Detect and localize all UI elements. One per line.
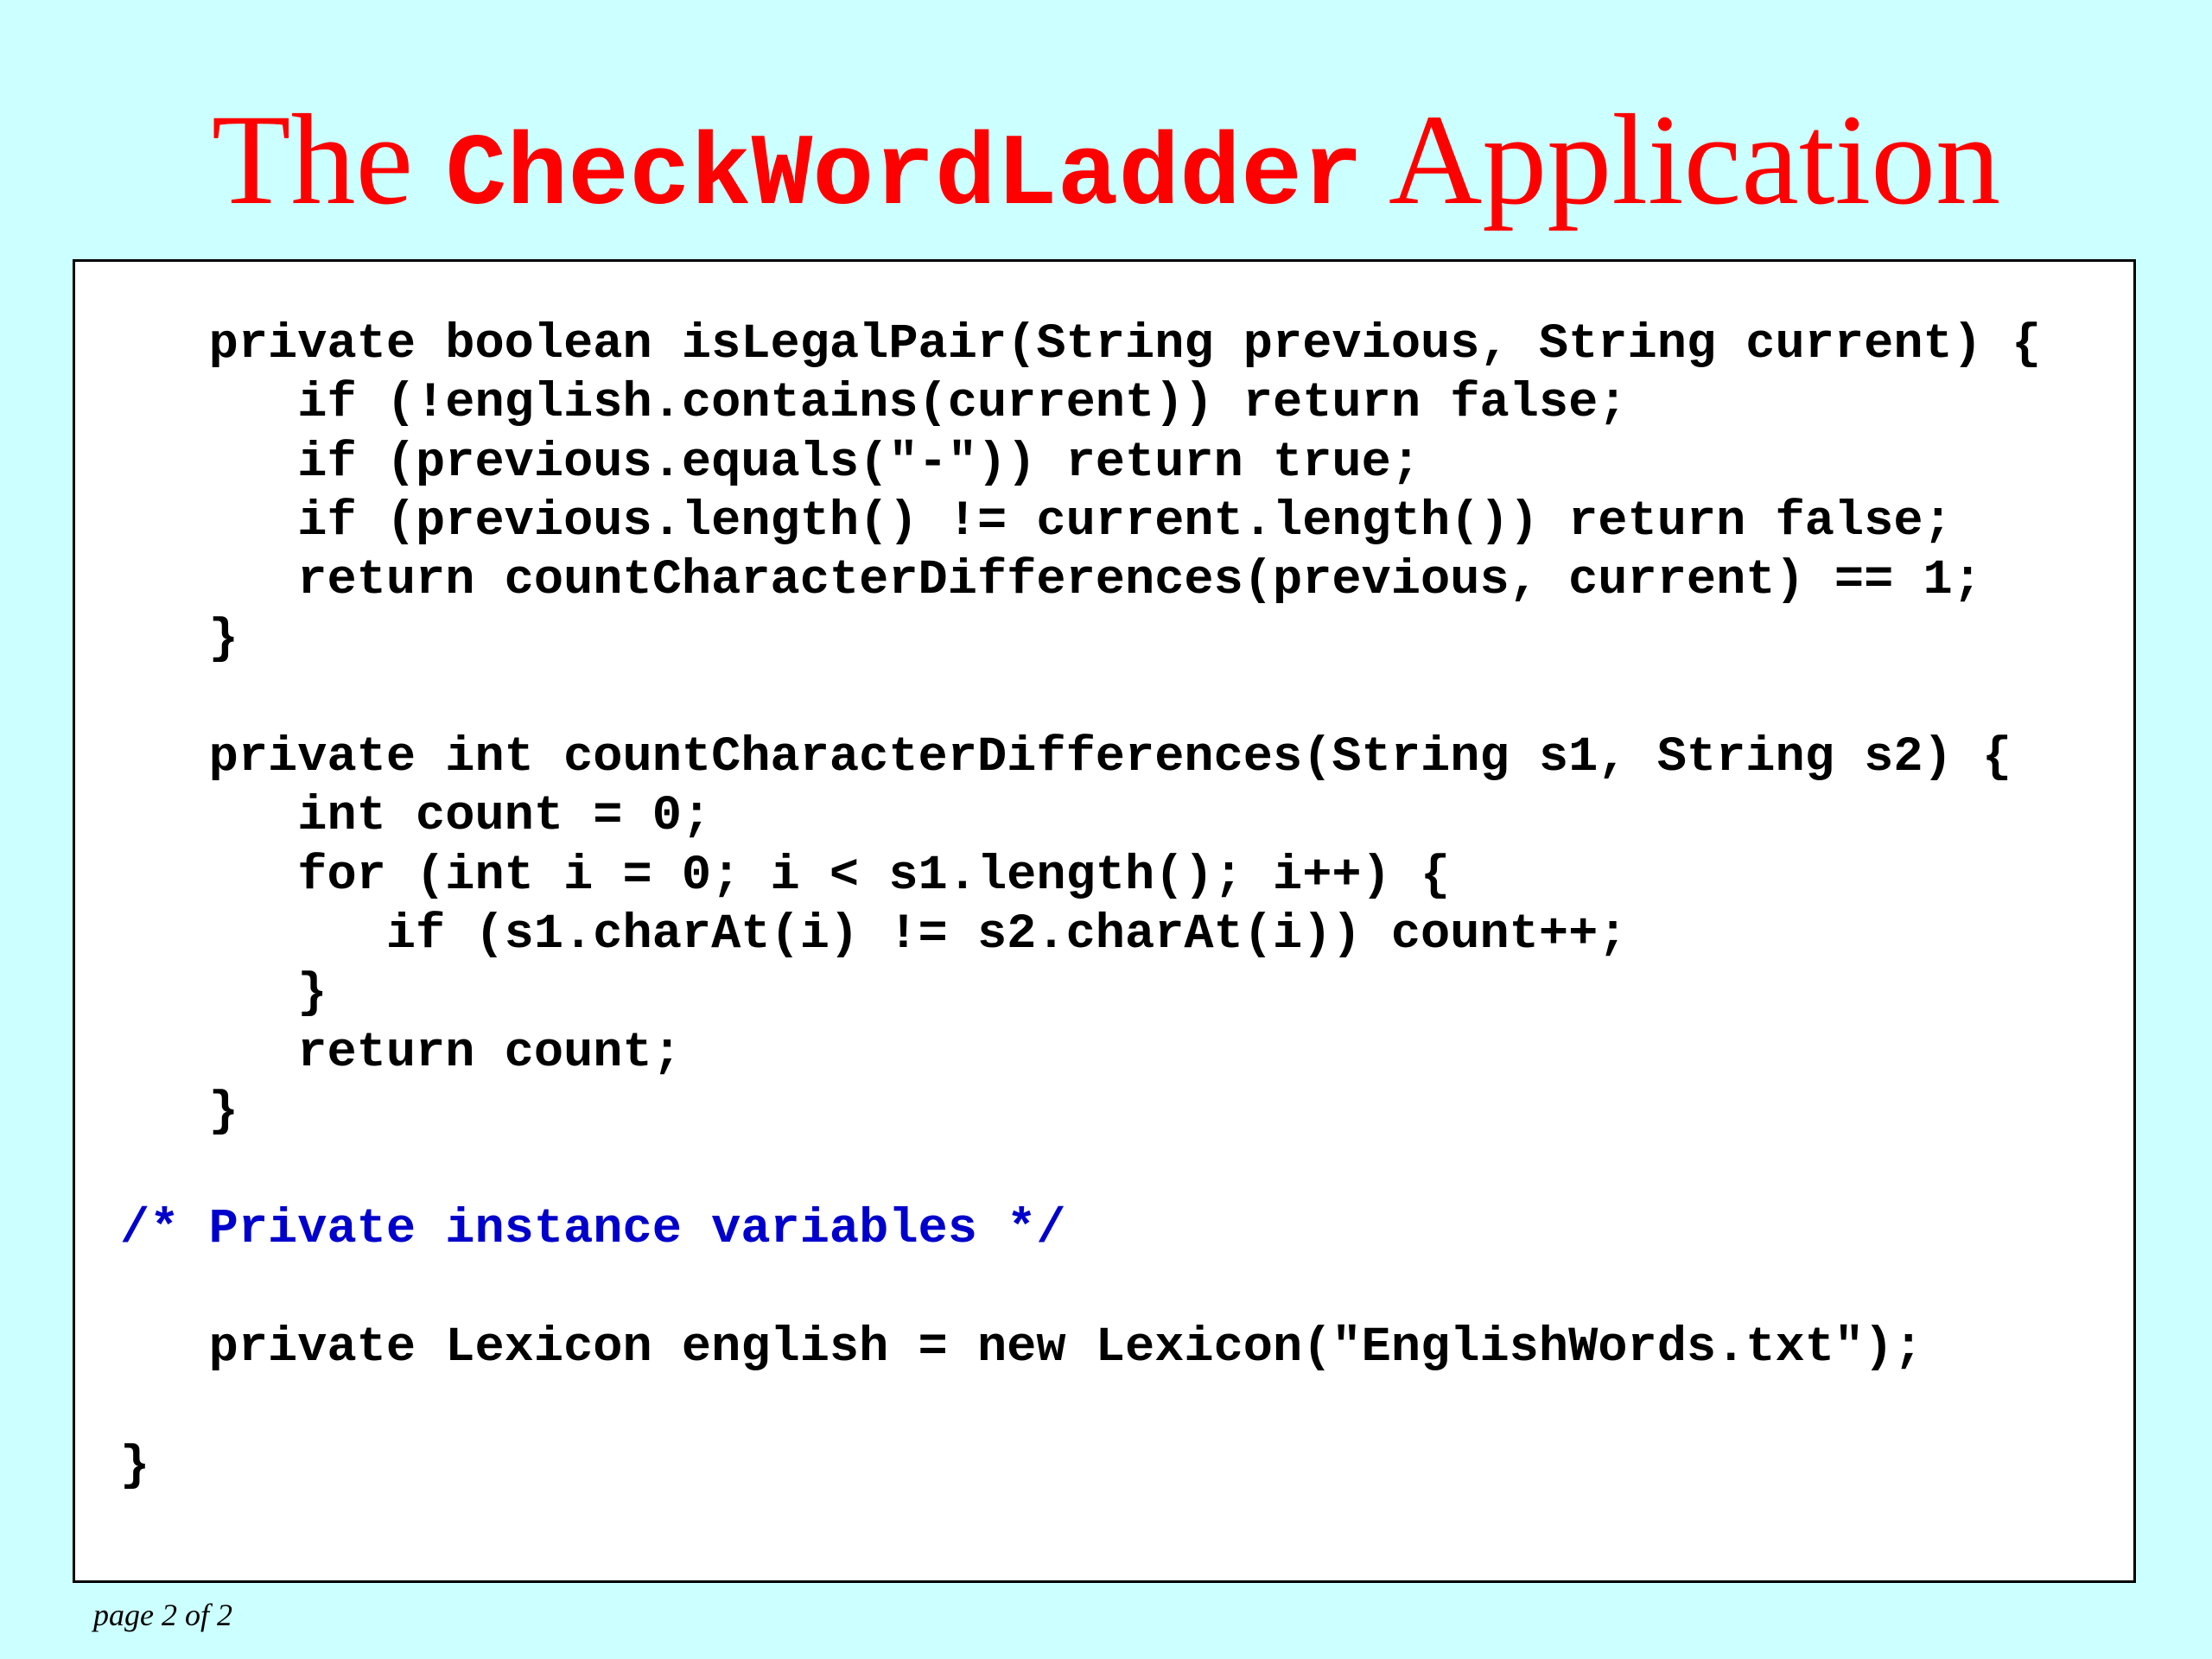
code-listing <box>120 315 2041 1496</box>
code-line: } <box>120 966 327 1022</box>
code-line: int count = 0; <box>120 789 712 845</box>
code-box <box>73 259 2136 1583</box>
title-prefix: The <box>211 88 446 232</box>
code-line <box>120 1260 2041 1319</box>
page-number: page 2 of 2 <box>93 1598 232 1632</box>
code-line: if (previous.equals("-")) return true; <box>120 435 1421 491</box>
code-line: private int countCharacterDifferences(String s1, String s2) { <box>120 730 2012 786</box>
code-line: return countCharacterDifferences(previous, current) == 1; <box>120 553 1982 609</box>
code-line <box>120 1141 2041 1200</box>
code-line: private boolean isLegalPair(String previous, String current) { <box>120 317 2042 372</box>
slide-title <box>0 86 2212 251</box>
code-comment: /* Private instance variables */ <box>120 1202 1066 1258</box>
title-class-name: CheckWordLadder <box>445 119 1363 234</box>
code-line: return count; <box>120 1025 682 1081</box>
code-line: if (previous.length() != current.length()) return false; <box>120 493 1953 550</box>
code-line: } <box>120 1084 238 1140</box>
code-line: } <box>120 1438 150 1494</box>
code-line: } <box>120 612 238 668</box>
code-line <box>120 670 2041 728</box>
title-suffix: Application <box>1363 88 2001 232</box>
code-line <box>120 1377 2041 1436</box>
code-line: if (s1.charAt(i) != s2.charAt(i)) count++; <box>120 906 1628 963</box>
code-line: private Lexicon english = new Lexicon("EnglishWords.txt"); <box>120 1320 1923 1376</box>
code-line: if (!english.contains(current)) return false; <box>120 376 1628 432</box>
code-line: for (int i = 0; i < s1.length(); i++) { <box>120 848 1451 904</box>
